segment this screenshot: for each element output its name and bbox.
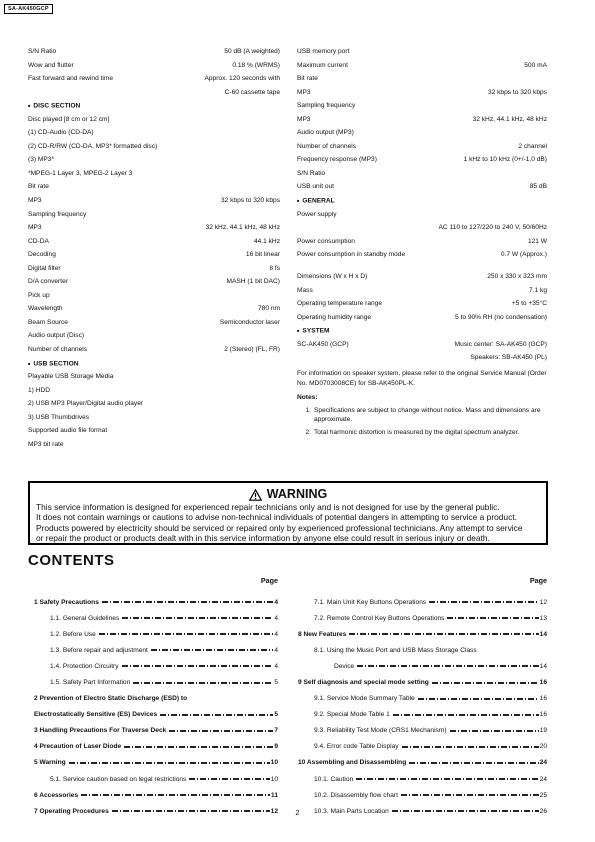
toc-entry[interactable] [298,642,547,658]
spec-label: Operating humidity range [297,313,372,321]
spec-row [297,196,547,210]
note-text: Specifications are subject to change without notice. Mass and dimensions are approximate. [314,407,541,424]
spec-label: (2) CD-R/RW (CD-DA, MP3* formatted disc) [28,142,158,150]
spec-row [297,169,547,183]
spec-label [28,88,225,102]
toc-entry-title: 8.1. Using the Music Port and USB Mass Storage Class [314,646,477,654]
spec-row [297,142,547,156]
warning-line: Products powered by electricity should be serviced or repaired only by experienced professional technicians. Any attempt to service [36,522,523,533]
toc-entry[interactable] [298,707,547,723]
toc-entry-page: 19 [539,727,547,735]
toc-entry[interactable] [34,610,278,626]
spec-row [28,142,280,156]
spec-value: 780 nm [258,305,280,313]
toc-leader [81,794,270,796]
toc-entry-page: 4 [274,630,278,638]
toc-leader [189,778,269,780]
spec-label: Beam Source [28,318,68,326]
spec-row [28,74,280,88]
spec-value: 1 kHz to 10 kHz (0+/-1.0 dB) [463,156,547,164]
spec-row [297,101,547,115]
right-spec-column [297,47,547,441]
toc-leader [393,714,539,716]
toc-entry-page: 12 [270,807,278,815]
spec-label: SC-AK450 (GCP) [297,340,349,348]
toc-entry-title: 9 Self diagnosis and special mode setting [298,679,429,687]
toc-entry-title: 1.2. Before Use [50,630,96,638]
spec-row [28,115,280,129]
toc-leader [401,794,539,796]
spec-value: Speakers: SB-AK450 (PL) [470,354,547,362]
toc-entry[interactable] [34,707,278,723]
toc-entry-page: 16 [539,695,547,703]
toc-entry[interactable] [34,691,278,707]
spec-label: Power supply [297,210,337,218]
spec-label: Playable USB Storage Media [28,373,114,381]
spec-row [28,101,280,115]
toc-entry-page: 4 [274,614,278,622]
toc-right-list [298,594,547,819]
toc-entry-page: 16 [539,711,547,719]
section-heading: ■ DISC SECTION [28,101,80,115]
spec-label: Pick up [28,291,50,299]
toc-leader [160,714,273,716]
spec-value: Semiconductor laser [219,318,280,326]
toc-leader [99,633,274,635]
toc-entry-title: 2 Prevention of Electro Static Discharge (ESD) to [34,695,188,703]
note-number: 1. [305,407,311,415]
toc-entry[interactable] [34,674,278,690]
spec-value: 16 bit linear [245,251,280,259]
spec-label: 1) HDD [28,386,50,394]
toc-leader [122,665,274,667]
spec-row [297,237,547,251]
toc-entry-title: 3 Handling Precautions For Traverse Deck [34,727,167,735]
spec-label: Supported audio file format [28,427,108,435]
toc-page-header: Page [529,576,547,585]
spec-value: 0.18 % (WRMS) [232,61,280,69]
spec-label: Fast forward and rewind time [28,75,114,83]
toc-entry-page: 14 [539,630,547,638]
toc-entry-title: 1 Safety Precautions [34,598,99,606]
toc-entry[interactable] [34,658,278,674]
spec-row [28,250,280,264]
toc-left-column [34,576,278,819]
spec-value: Approx. 120 seconds with [204,75,280,83]
left-spec-column [28,47,280,453]
toc-entry-title: 1.1. General Guidelines [50,614,120,622]
toc-leader [69,762,270,764]
toc-leader [151,649,273,651]
spec-label: Sampling frequency [297,102,356,110]
toc-entry[interactable] [298,610,547,626]
spec-value: 121 W [527,237,547,245]
spec-label: Maximum current [297,61,348,69]
toc-entry-page: 24 [539,759,547,767]
spec-value: 2 channel [518,142,547,150]
spec-row [28,331,280,345]
spec-row [28,210,280,224]
toc-leader [447,617,538,619]
toc-entry[interactable] [34,642,278,658]
toc-entry[interactable] [298,626,547,642]
spec-row [28,223,280,237]
spec-row [28,372,280,386]
section-heading: ■ SYSTEM [297,326,330,340]
toc-entry-title: 9.3. Reliability Test Mode (CRS1 Mechanism) [314,727,447,735]
note-item [297,428,547,437]
toc-leader [169,730,273,732]
spec-row [28,399,280,413]
spec-row [28,169,280,183]
toc-entry[interactable] [298,723,547,739]
spec-row [297,353,547,367]
spec-row [297,182,547,196]
spec-row [28,61,280,75]
toc-entry-title: 1.5. Safety Part Information [50,679,131,687]
spec-label: Mass [297,286,313,294]
spec-value: AC 110 to 127/220 to 240 V, 50/60Hz [438,224,547,232]
toc-entry-title: 9.1. Service Mode Summary Table [314,695,415,703]
toc-entry-title: Device [334,662,355,670]
spec-value: 32 kbps to 320 kbps [220,197,280,205]
spec-row [28,345,280,359]
spec-row [297,115,547,129]
spec-label: Number of channels [297,142,357,150]
spec-label: Number of channels [28,346,88,354]
spec-row [297,299,547,313]
spec-value: 50 dB (A weighted) [224,48,280,55]
toc-leader [349,633,538,635]
toc-leader [133,682,273,684]
spec-label: CD-DA [28,237,49,245]
spec-row [297,88,547,102]
toc-entry-title: 1.4. Protection Circuitry [50,662,119,670]
toc-entry-title: 8 New Features [298,630,347,638]
toc-entry-title: 10.1. Caution [314,775,354,783]
spec-row [297,326,547,340]
spec-row [297,74,547,88]
toc-entry[interactable] [34,723,278,739]
spec-row [297,223,547,237]
toc-leader [409,762,538,764]
toc-leader [429,601,539,603]
toc-entry-page: 10 [270,759,278,767]
spec-row [297,286,547,300]
spec-row [28,386,280,400]
spec-label: Decoding [28,251,56,259]
spec-row [28,318,280,332]
spec-label: USB memory port [297,48,350,55]
spec-row [28,88,280,102]
toc-entry-title: 9.4. Error code Table Display [314,743,399,751]
toc-entry-page: 13 [539,614,547,622]
spec-value: 44.1 kHz [253,237,280,245]
toc-leader [418,698,539,700]
spec-value: 85 dB [529,183,547,191]
spec-label: Bit rate [28,183,49,191]
toc-entry[interactable] [298,658,547,674]
toc-entry[interactable] [298,755,547,771]
spec-row [28,304,280,318]
page-number: 2 [295,808,300,817]
warning-box [28,481,548,545]
spec-value: 2 (Stereo) (FL, FR) [224,346,280,354]
spec-row [28,413,280,427]
spec-label: *MPEG-1 Layer 3, MPEG-2 Layer 3 [28,169,133,177]
spec-row [297,155,547,169]
warning-line: This service information is designed for experienced repair technicians only and is not designed for use by the general public. [36,502,500,512]
toc-entry[interactable] [34,787,278,803]
toc-entry-title: 6 Accessories [34,791,79,799]
toc-right-column [298,576,547,819]
spec-label: Dimensions (W x H x D) [297,273,368,281]
toc-entry[interactable] [298,771,547,787]
spec-label: MP3 [28,224,42,232]
spec-row [28,196,280,210]
note-text: Total harmonic distortion is measured by the digital spectrum analyzer. [314,429,520,437]
spec-label: (3) MP3* [28,156,55,164]
toc-entry[interactable] [34,626,278,642]
spec-label [297,353,470,367]
spec-label: D/A converter [28,278,68,286]
spec-label: Operating temperature range [297,300,383,308]
note-number: 2. [305,429,311,437]
spec-value: Music center: SA-AK450 (GCP) [454,340,547,348]
spec-row [28,426,280,440]
warning-title-row [30,487,546,502]
toc-entry[interactable] [298,691,547,707]
spec-label: MP3 [28,197,42,205]
toc-entry-page: 25 [539,791,547,799]
speaker-info: For information on speaker system, please refer to the original Service Manual (Order No. MD0703008CE) for SB-AK450PL-K. [297,370,547,387]
spec-label: 3) USB Thumbdrives [28,413,90,421]
spec-row [28,440,280,454]
toc-entry-page: 5 [274,711,278,719]
toc-entry[interactable] [34,739,278,755]
toc-page-header: Page [260,576,278,585]
toc-entry[interactable] [298,674,547,690]
toc-entry-page: 20 [539,743,547,751]
spec-row [28,182,280,196]
toc-entry-title: 5 Warning [34,759,66,767]
toc-entry-page: 14 [539,662,547,670]
toc-entry-title: 7.1. Main Unit Key Buttons Operations [314,598,427,606]
toc-entry-page: 7 [274,727,278,735]
spec-row [297,340,547,354]
toc-entry-title: 7.2. Remote Control Key Buttons Operations [314,614,445,622]
spec-label: MP3 bit rate [28,440,64,448]
spec-row [28,47,280,61]
toc-entry-title: 9.2. Special Mode Table 1 [314,711,390,719]
spec-row [297,128,547,142]
spec-row [297,47,547,61]
toc-leader [102,601,273,603]
spec-row [28,128,280,142]
toc-entry-title: 7 Operating Procedures [34,807,109,815]
spec-row [28,291,280,305]
toc-entry-page: 4 [274,646,278,654]
spec-label: USB unit out [297,183,335,191]
section-heading: ■ USB SECTION [28,359,78,373]
toc-entry-title: 4 Precaution of Laser Diode [34,743,122,751]
toc-entry-title: 10 Assembling and Disassembling [298,759,407,767]
spec-label: Wavelength [28,305,63,313]
toc-entry-page: 12 [539,598,547,606]
toc-entry[interactable] [298,739,547,755]
toc-leader [432,682,539,684]
spec-label: MP3 [297,115,311,123]
spec-label: S/N Ratio [297,169,326,177]
spec-row [297,210,547,224]
spec-label: Sampling frequency [28,210,87,218]
toc-entry-title: Electrostatically Sensitive (ES) Devices [34,711,158,719]
toc-entry-page: 4 [274,662,278,670]
spec-value: +5 to +35°C [511,300,547,308]
spec-row [28,237,280,251]
spec-row [297,272,547,286]
spec-label: Disc played [8 cm or 12 cm] [28,115,110,123]
spec-label: Power consumption [297,237,355,245]
spec-label [297,223,438,237]
spec-label: Wow and flutter [28,61,74,69]
spec-value: 8 fs [269,264,280,272]
spec-row [297,313,547,327]
toc-entry[interactable] [298,787,547,803]
spec-value: 32 kHz, 44.1 kHz, 48 kHz [205,224,280,232]
toc-entry-page: 26 [539,807,547,815]
spec-value: 500 mA [524,61,547,69]
toc-entry-title: 1.3. Before repair and adjustment [50,646,148,654]
spec-row [28,264,280,278]
toc-entry-page: 11 [271,791,278,799]
spec-label: 2) USB MP3 Player/Digital audio player [28,400,144,408]
toc-leader [402,746,539,748]
spec-row [297,250,547,272]
contents-title: CONTENTS [28,552,115,569]
notes-list [297,406,547,437]
toc-entry-page: 5 [274,679,278,687]
toc-leader [357,665,539,667]
spec-row [28,155,280,169]
toc-entry-page: 10 [270,775,278,783]
toc-entry[interactable] [34,594,278,610]
toc-entry[interactable] [34,771,278,787]
toc-entry-page: 24 [539,775,547,783]
warning-body [30,502,546,544]
warning-line: or repair the product or products dealt with in this service information by anyone else could result in serious injury or death. [36,533,490,544]
toc-leader [450,730,539,732]
spec-label: Power consumption in standby mode [297,251,406,259]
spec-label: Digital filter [28,264,61,272]
toc-entry-page: 9 [274,743,278,751]
notes-title: Notes: [297,394,318,402]
toc-entry-title: 10.2. Disassembly flow chart [314,791,398,799]
note-item [297,406,547,424]
warning-line: It does not contain warnings or cautions to advise non-technical individuals of potential dangers in attempting to service a product. [36,512,517,523]
spec-label: MP3 [297,88,311,96]
spec-value: 32 kHz, 44.1 kHz, 48 kHz [472,115,547,123]
spec-value: 5 to 90% RH (no condensation) [454,313,547,321]
spec-value: 0.7 W (Approx.) [500,251,547,259]
spec-label: Audio output (Disc) [28,332,85,340]
right-spec-list [297,47,547,367]
warning-title: WARNING [266,487,328,502]
spec-row [297,61,547,75]
section-heading: ■ GENERAL [297,196,335,210]
spec-row [28,359,280,373]
toc-leader [124,746,273,748]
warning-triangle-icon [249,489,262,501]
spec-label: Bit rate [297,75,318,83]
spec-row [28,277,280,291]
spec-value: MASH (1 bit DAC) [226,278,280,286]
toc-left-list [34,594,278,819]
toc-entry-page: 4 [274,598,278,606]
toc-leader [122,617,273,619]
spec-value: 32 kbps to 320 kbps [487,88,547,96]
spec-value: 7.1 kg [529,286,547,294]
toc-leader [356,778,538,780]
spec-label: S/N Ratio [28,48,57,55]
toc-entry[interactable] [298,594,547,610]
toc-entry[interactable] [34,755,278,771]
model-tag: SA-AK450GCP [4,4,53,14]
spec-label: (1) CD-Audio (CD-DA) [28,129,94,137]
toc-entry-title: 5.1. Service caution based on legal restrictions [50,775,187,783]
spec-value: 250 x 330 x 323 mm [487,273,547,281]
spec-value: C-60 cassette tape [224,88,280,96]
toc-entry-page: 16 [539,679,547,687]
spec-label: Audio output (MP3) [297,129,354,137]
spec-label: Frequency response (MP3) [297,156,377,164]
toc-entry-title: 10.3. Main Parts Location [314,807,389,815]
